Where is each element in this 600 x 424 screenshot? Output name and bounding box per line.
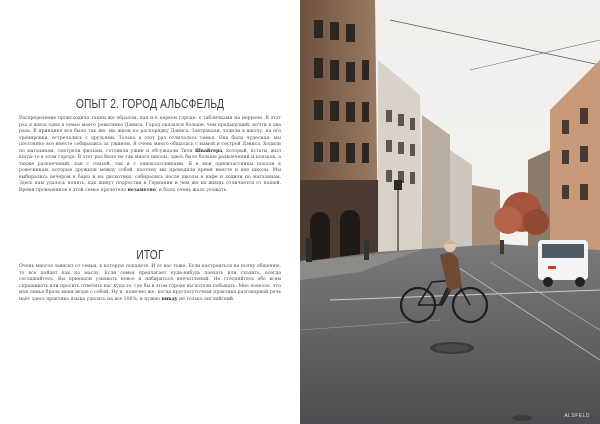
street-photo-illustration [300,0,600,424]
paragraph-text: , который, кстати, жил когда-то в этом городе. В этот раз было не так много школы, здесь было больше развлечений и поездок, а также развлечений, как с семьей, так и с одноклассниками. Я и мои одноклассницы попали к ровесникам, которые дружили между собой, поэтому мы проводили время вместе и вне школы. Мы выбирались вечером в бары и на дискотеки, собирались после школы в кафе и ходили по магазинам. Здесь нам удалось понять, как живут подростки в Германии и чем же их жизнь отличается от нашей. Время проведенное в этой семье пролетело [19,148,281,194]
paragraph-text: Распределение происходило таким же образом, как и в первом городе: с табличками на перроне. В этот раз я жила одна в семье моего ровесника Дэниса. Город оказался больше, чем предыдущий, почти в два раза. В принципе все было так же: мы жили по распорядку Дэниса. Завтракали, ходили в школу, на его тренировки, встречались с друзьями. Только в этот раз отличалась семья. Она была чудесная: мы постоянно все вместе собирались за ужином. Я очень много общалась с мамой и сестрой Дэниса. Ходили по магазинам, смотрели фильмы, готовили ужин и обсуждали Тиля [19,116,281,154]
bold-text: Швайгера [194,148,223,154]
section-heading-experience-2: ОПЫТ 2. ГОРОД АЛЬСФЕЛЬД [75,97,225,111]
photo-caption: ALSFELD [564,413,590,419]
bold-text: никду [161,296,178,302]
paragraph-text: , и было очень жаль уезжать. [155,188,228,194]
street-photo [300,0,600,424]
paragraph-text: Очень многое зависит от семьи, к которую попадете. И от вас тоже. Если настроиться на полну общению, то все пойдет как по маслу. Если семья предлагает куда-нибудь поехать или сходить, всегда соглашайтесь. Вы приехали узнавать новое и набираться впечатлений. Не стесняйтесь обо всем спрашивать или просить ответить вас куда-то, где бы в этом городе вы хотели побывать. Мне повезло, что моя семья брала меня везде с собой. Ну и, конечно же, когда круглосуточная практика разговорной речь идёт здесь практика языка удалась на все 100%, и нужно [19,264,281,302]
section-heading-summary: ИТОГ [136,248,164,262]
paragraph-text: не только английский. [177,296,235,302]
section-paragraph-experience-2 [19,116,281,195]
bold-text: незаметно [127,188,156,194]
section-paragraph-summary [19,264,281,303]
